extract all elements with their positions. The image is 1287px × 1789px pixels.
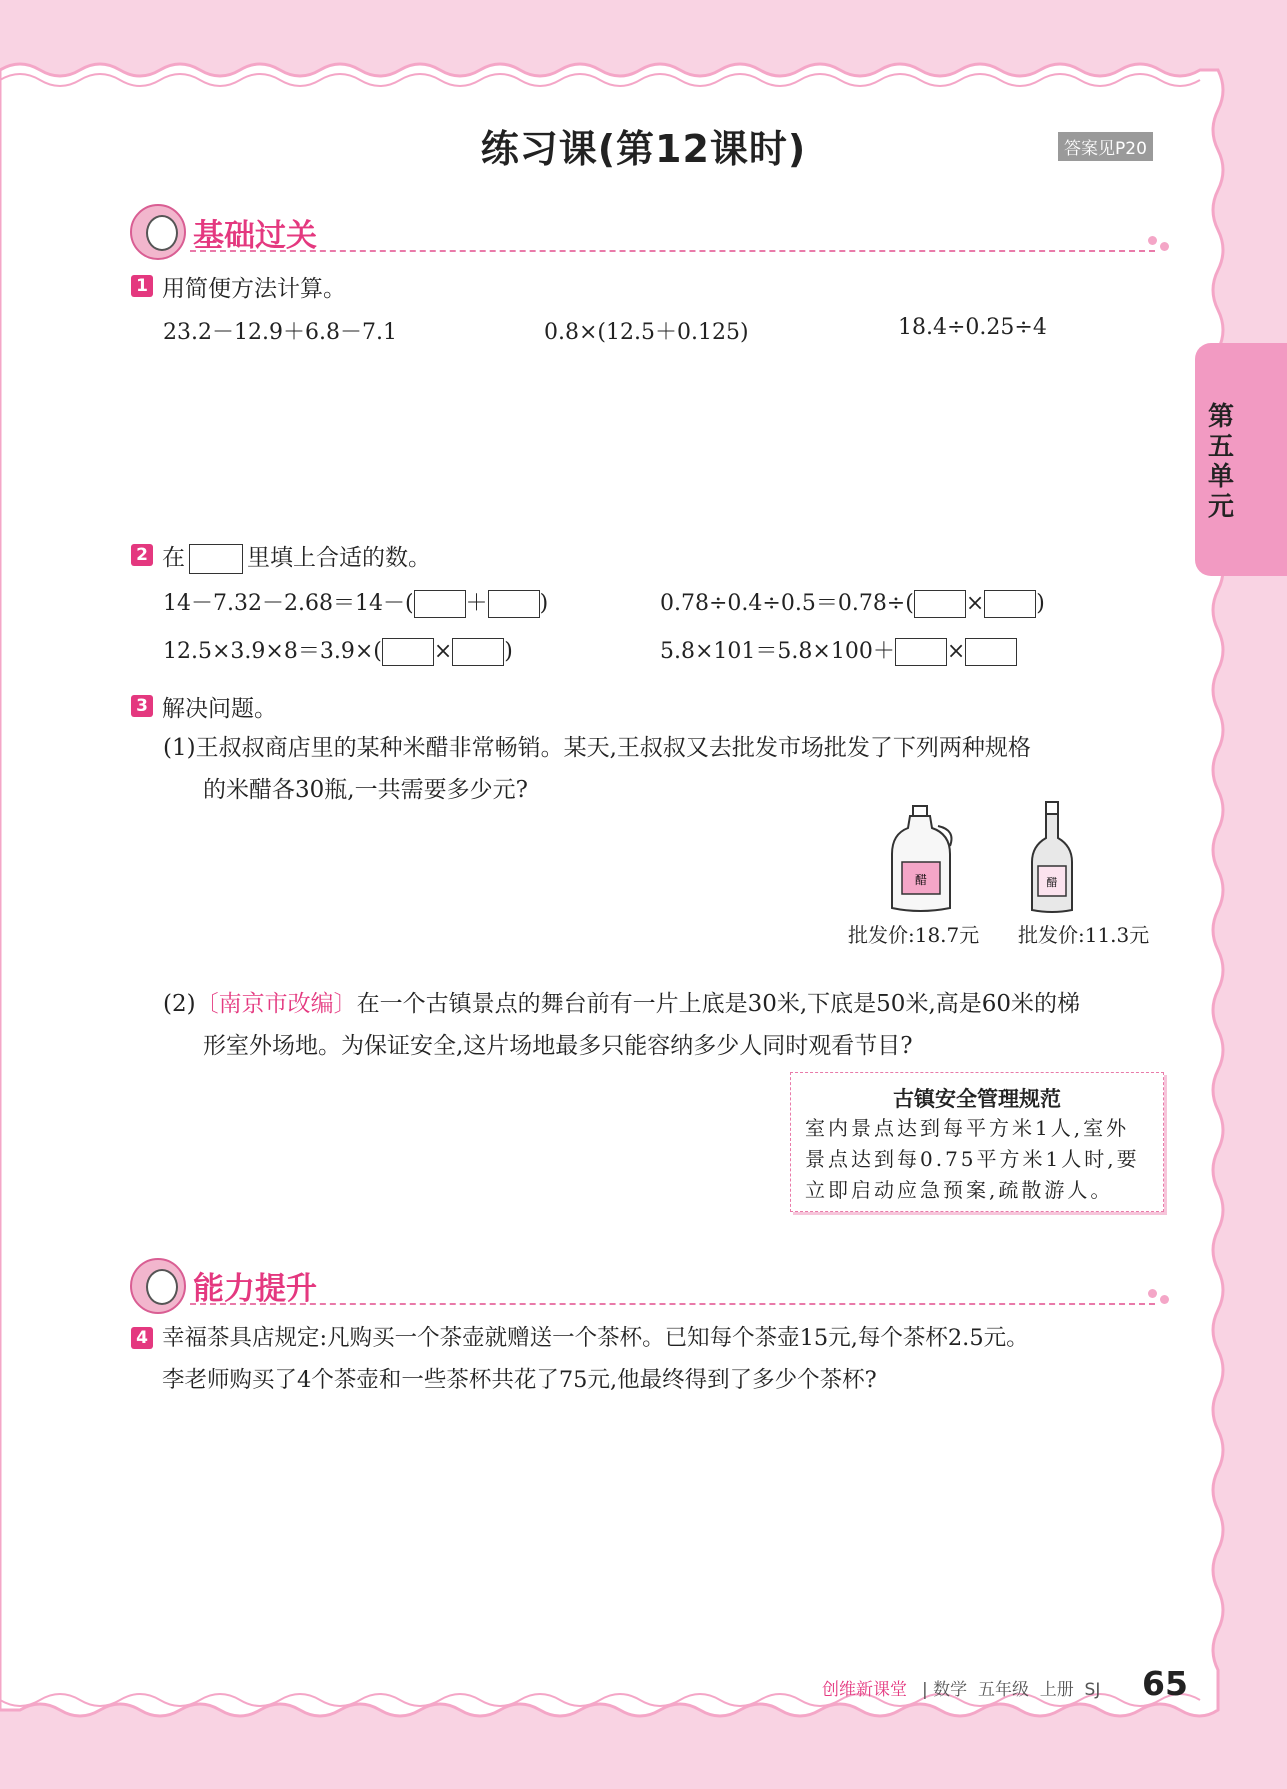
answer-box[interactable]	[895, 638, 947, 666]
fill-in-row	[660, 586, 1045, 618]
large-vinegar-bottle-icon	[892, 806, 952, 911]
unit-side-tab-label: 第五单元	[1207, 402, 1234, 522]
expression: 12.5×3.9×8＝3.9×(	[163, 639, 382, 664]
question-number-badge: 4	[131, 1327, 153, 1349]
question-prompt: 用简便方法计算。	[162, 276, 346, 302]
mascot-icon	[130, 1258, 186, 1314]
expression: 18.4÷0.25÷4	[898, 315, 1047, 340]
fill-in-row	[163, 586, 548, 618]
question-text: 幸福茶具店规定:凡购买一个茶壶就赠送一个茶杯。已知每个茶壶15元,每个茶杯2.5元。	[162, 1325, 1029, 1351]
subquestion-text: (1)王叔叔商店里的某种米醋非常畅销。某天,王叔叔又去批发市场批发了下列两种规格	[163, 735, 1031, 761]
notice-body: 室内景点达到每平方米1人,室外景点达到每0.75平方米1人时,要立即启动应急预案,疏散游人。	[805, 1116, 1140, 1202]
notice-title: 古镇安全管理规范	[893, 1087, 1061, 1111]
section-divider	[190, 1303, 1155, 1305]
answer-box[interactable]	[914, 590, 966, 618]
answer-box[interactable]	[452, 638, 504, 666]
expression: 0.78÷0.4÷0.5＝0.78÷(	[660, 591, 914, 616]
expression: 14－7.32－2.68＝14－(	[163, 591, 414, 616]
small-vinegar-bottle-icon	[1032, 802, 1072, 912]
price-label: 批发价:11.3元	[1018, 923, 1150, 947]
expression: 0.8×(12.5＋0.125)	[544, 320, 749, 345]
vinegar-bottles-illustration	[880, 800, 1090, 918]
bottle-label: 醋	[914, 873, 928, 887]
decor-dot-icon	[1148, 236, 1157, 245]
answer-box[interactable]	[414, 590, 466, 618]
section-title-basic: 基础过关	[193, 218, 317, 254]
operator: ＋	[465, 591, 488, 616]
question-text: 李老师购买了4个茶壶和一些茶杯共花了75元,他最终得到了多少个茶杯?	[162, 1367, 877, 1393]
section-title-advanced: 能力提升	[193, 1271, 317, 1307]
footer-brand: 创维新课堂	[822, 1680, 907, 1700]
decor-dot-icon	[1148, 1289, 1157, 1298]
subquestion-text: 形室外场地。为保证安全,这片场地最多只能容纳多少人同时观看节目?	[203, 1033, 913, 1059]
question-prompt: 解决问题。	[162, 696, 277, 722]
answer-box[interactable]	[984, 590, 1036, 618]
subquestion-text: 的米醋各30瓶,一共需要多少元?	[203, 777, 528, 803]
operator: ×	[965, 591, 985, 616]
mascot-icon	[130, 204, 186, 260]
safety-notice-box	[790, 1072, 1164, 1212]
operator: ×	[433, 639, 453, 664]
price-label: 批发价:18.7元	[848, 923, 980, 947]
section-divider	[190, 250, 1155, 252]
subquestion-body: 在一个古镇景点的舞台前有一片上底是30米,下底是50米,高是60米的梯	[356, 991, 1081, 1017]
mascot-face-icon	[146, 215, 178, 251]
subquestion-text	[163, 983, 1080, 1025]
expression: 23.2－12.9＋6.8－7.1	[163, 320, 397, 345]
expression: )	[1036, 591, 1045, 616]
footer-meta: | 数学 五年级 上册 SJ	[922, 1680, 1101, 1700]
answer-box[interactable]	[965, 638, 1017, 666]
fill-in-row	[660, 634, 1017, 666]
expression: 5.8×101＝5.8×100＋	[660, 639, 895, 664]
fill-in-row	[163, 634, 513, 666]
page-number: 65	[1142, 1664, 1188, 1703]
answer-box[interactable]	[488, 590, 540, 618]
bottle-label: 醋	[1046, 876, 1058, 889]
operator: ×	[946, 639, 966, 664]
answer-reference-badge: 答案见P20	[1058, 132, 1153, 161]
question-prompt	[162, 539, 431, 574]
prompt-text: 在	[162, 545, 185, 571]
answer-box[interactable]	[382, 638, 434, 666]
example-blank-box	[189, 544, 243, 574]
expression: )	[504, 639, 513, 664]
decor-dot-icon	[1160, 1295, 1169, 1304]
expression: )	[539, 591, 549, 616]
prompt-text: 里填上合适的数。	[247, 545, 431, 571]
question-number-badge: 1	[131, 275, 153, 297]
page-title: 练习课(第12课时)	[480, 127, 807, 171]
subquestion-number: (2)	[163, 991, 196, 1017]
mascot-face-icon	[146, 1269, 178, 1305]
question-number-badge: 2	[131, 544, 153, 566]
source-tag: 〔南京市改编〕	[195, 991, 357, 1017]
decor-dot-icon	[1160, 242, 1169, 251]
question-number-badge: 3	[131, 695, 153, 717]
